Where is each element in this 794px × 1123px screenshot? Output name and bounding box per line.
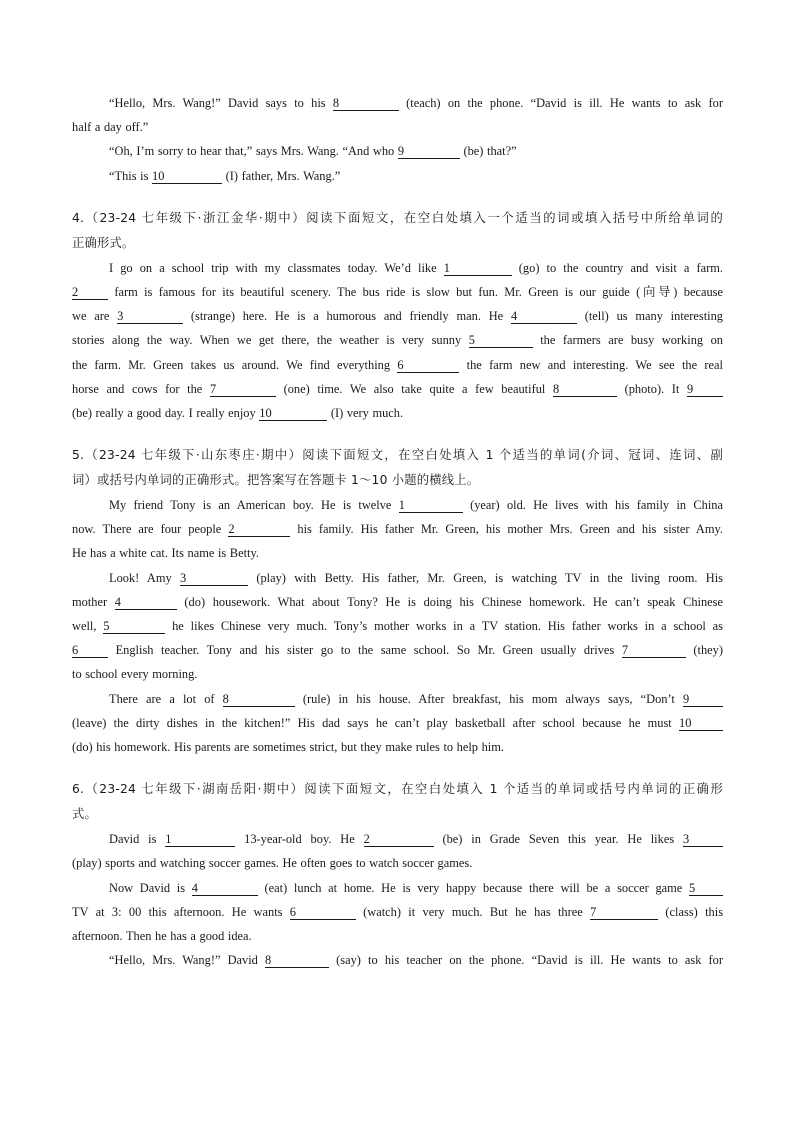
answer-blank-5[interactable]: 5 <box>689 881 723 896</box>
text-line: the farm. Mr. Green takes us around. We find everything 6 the farm new and interesting. We see the real <box>72 357 723 372</box>
answer-blank-4[interactable]: 4 <box>192 881 258 896</box>
text-line: stories along the way. When we get there, the weather is very sunny 5 the farmers are busy working on <box>72 333 723 348</box>
text-line: “This is 10 (I) father, Mrs. Wang.” <box>109 168 341 183</box>
answer-blank-5[interactable]: 5 <box>469 333 533 348</box>
answer-blank-8[interactable]: 8 <box>223 692 295 707</box>
answer-blank-5[interactable]: 5 <box>103 619 165 634</box>
answer-blank-2[interactable]: 2 <box>72 285 108 300</box>
text-line: I go on a school trip with my classmates today. We’d like 1 (go) to the country and visit a farm. <box>109 260 723 275</box>
question-5-heading: 5.（23-24 七年级下·山东枣庄·期中）阅读下面短文，在空白处填入 1 个适当的单词(介词、冠词、连词、副 <box>72 448 723 463</box>
answer-blank-7[interactable]: 7 <box>210 382 276 397</box>
text-line: afternoon. Then he has a good idea. <box>72 928 252 943</box>
text-line: He has a white cat. Its name is Betty. <box>72 546 259 561</box>
question-6-heading: 6.（23-24 七年级下·湖南岳阳·期中）阅读下面短文，在空白处填入 1 个适当的单词或括号内单词的正确形 <box>72 782 723 797</box>
answer-blank-2[interactable]: 2 <box>228 522 290 537</box>
text-line: David is 1 13-year-old boy. He 2 (be) in Grade Seven this year. He likes 3 <box>72 827 723 851</box>
text-line: horse and cows for the 7 (one) time. We also take quite a few beautiful 8 (photo). It 9 <box>72 377 723 401</box>
text-line: 6 English teacher. Tony and his sister go to the same school. So Mr. Green usually drives 7 (they) <box>72 643 723 658</box>
text-line: half a day off.” <box>72 120 149 135</box>
text-line: “Hello, Mrs. Wang!” David says to his 8 (teach) on the phone. “David is ill. He wants to ask for <box>109 96 723 110</box>
question-6-heading-cont: 式。 <box>72 807 97 822</box>
text-line: “Hello, Mrs. Wang!” David 8 (say) to his teacher on the phone. “David is ill. He wants to ask for <box>109 953 723 968</box>
question-4-heading-cont: 正确形式。 <box>72 235 135 250</box>
answer-blank-10[interactable]: 10 <box>259 406 327 421</box>
worksheet-page <box>72 91 723 972</box>
answer-blank-6[interactable]: 6 <box>290 905 356 920</box>
answer-blank-6[interactable]: 6 <box>397 358 459 373</box>
text-line: TV at 3: 00 this afternoon. He wants 6 (watch) it very much. But he has three 7 (class) this <box>72 904 724 919</box>
text-line: “Oh, I’m sorry to hear that,” says Mrs. Wang. “And who 9 (be) that?” <box>109 144 517 159</box>
answer-blank-8[interactable]: 8 <box>553 382 617 397</box>
answer-blank-3[interactable]: 3 <box>180 571 248 586</box>
answer-blank-1[interactable]: 1 <box>165 832 235 847</box>
question-4-heading: 4.（23-24 七年级下·浙江金华·期中）阅读下面短文，在空白处填入一个适当的词或填入括号中所给单词的 <box>72 210 723 225</box>
answer-blank-10[interactable]: 10 <box>679 716 723 731</box>
question-5-heading-cont: 词）或括号内单词的正确形式。把答案写在答题卡 1～10 小题的横线上。 <box>72 473 480 488</box>
text-line: (do) his homework. His parents are sometimes strict, but they make rules to help him. <box>72 739 504 754</box>
answer-blank-9[interactable]: 9 <box>398 144 460 159</box>
text-line: There are a lot of 8 (rule) in his house. After breakfast, his mom always says, “Don’t 9 <box>72 687 723 711</box>
text-line: (leave) the dirty dishes in the kitchen!” His dad says he can’t play basketball after school because he must 10 <box>72 711 723 735</box>
answer-blank-7[interactable]: 7 <box>590 905 658 920</box>
answer-blank-4[interactable]: 4 <box>115 595 177 610</box>
text-line: (play) sports and watching soccer games. He often goes to watch soccer games. <box>72 856 473 871</box>
answer-blank-9[interactable]: 9 <box>687 382 723 397</box>
answer-blank-1[interactable]: 1 <box>399 498 463 513</box>
text-line: Now David is 4 (eat) lunch at home. He is very happy because there will be a soccer game 5 <box>72 876 723 900</box>
answer-blank-1[interactable]: 1 <box>444 261 512 276</box>
text-line: now. There are four people 2 his family. His father Mr. Green, his mother Mrs. Green and his sister Amy. <box>72 522 723 537</box>
answer-blank-2[interactable]: 2 <box>364 832 434 847</box>
answer-blank-10[interactable]: 10 <box>152 169 222 184</box>
text-line: Look! Amy 3 (play) with Betty. His father, Mr. Green, is watching TV in the living room. His <box>109 570 724 585</box>
answer-blank-6[interactable]: 6 <box>72 643 108 658</box>
answer-blank-3[interactable]: 3 <box>117 309 183 324</box>
text-line: mother 4 (do) housework. What about Tony? He is doing his Chinese homework. He can’t speak Chinese <box>72 594 723 609</box>
text-line: (be) really a good day. I really enjoy 10 (I) very much. <box>72 405 404 420</box>
answer-blank-9[interactable]: 9 <box>683 692 723 707</box>
answer-blank-7[interactable]: 7 <box>622 643 686 658</box>
answer-blank-4[interactable]: 4 <box>511 309 577 324</box>
text-line: My friend Tony is an American boy. He is twelve 1 (year) old. He lives with his family in China <box>109 498 723 513</box>
answer-blank-3[interactable]: 3 <box>683 832 723 847</box>
answer-blank-8[interactable]: 8 <box>333 96 399 111</box>
text-line: well, 5 he likes Chinese very much. Tony’s mother works in a TV station. His father works in a school as <box>72 619 723 633</box>
answer-blank-8[interactable]: 8 <box>265 953 329 968</box>
text-line: to school every morning. <box>72 667 198 682</box>
text-line: we are 3 (strange) here. He is a humorous and friendly man. He 4 (tell) us many interesting <box>72 309 723 324</box>
text-line: 2 farm is famous for its beautiful scenery. The bus ride is slow but fun. Mr. Green is our guide (向导) because <box>72 284 723 299</box>
